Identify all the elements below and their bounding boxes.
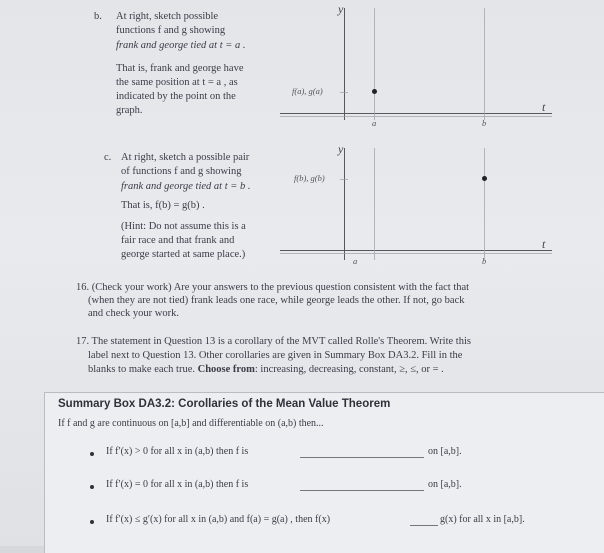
- part-c-line-5: (Hint: Do not assume this is a: [121, 221, 246, 232]
- graph-b-y-tick-label: f(a), g(a): [292, 86, 323, 96]
- q17-line-3-prefix: blanks to make each true.: [88, 364, 195, 375]
- summary-item-1-left: If f′(x) > 0 for all x in (a,b) then f is: [106, 446, 249, 457]
- part-b-line-7: graph.: [116, 105, 143, 116]
- summary-bullet-2: [90, 485, 94, 489]
- graph-b-y-tick: [340, 92, 348, 93]
- part-c-line-1: At right, sketch a possible pair: [121, 152, 250, 163]
- q17-choose-from: Choose from: [197, 364, 255, 375]
- part-b-line-3: frank and george tied at t = a .: [116, 40, 246, 51]
- part-c-line-7: george started at same place.): [121, 249, 246, 260]
- summary-bullet-1: [90, 452, 94, 456]
- part-b-line-2: functions f and g showing: [116, 25, 226, 36]
- summary-title: Summary Box DA3.2: Corollaries of the Mean Value Theorem: [58, 398, 391, 410]
- summary-item-1-right: on [a,b].: [428, 446, 462, 457]
- graph-c-x-axis: [280, 250, 552, 251]
- graph-c-gridline-a: [374, 148, 375, 260]
- graph-c-y-tick: [340, 179, 348, 180]
- summary-box: [44, 392, 604, 553]
- graph-b-point: [372, 89, 377, 94]
- summary-item-3-blank[interactable]: [410, 525, 438, 526]
- part-b-line-4: That is, frank and george have: [116, 63, 244, 74]
- graph-b-gridline-b: [484, 8, 485, 120]
- graph-c-y-axis-label: y: [338, 142, 344, 156]
- graph-c-point: [482, 176, 487, 181]
- summary-intro: If f and g are continuous on [a,b] and differentiable on (a,b) then...: [58, 418, 324, 429]
- q16-line-3: and check your work.: [88, 308, 179, 319]
- q17-line-1: 17. The statement in Question 13 is a corollary of the MVT called Rolle's Theorem. Write this: [76, 336, 471, 347]
- summary-item-3-right: g(x) for all x in [a,b].: [440, 514, 525, 525]
- graph-b-x-tick-b: b: [482, 118, 487, 128]
- graph-c-y-axis: [344, 148, 345, 260]
- graph-c-baseline: [280, 253, 552, 254]
- summary-item-3-left: If f′(x) ≤ g′(x) for all x in (a,b) and f(a) = g(a) , then f(x): [106, 514, 331, 525]
- part-b-label: b.: [94, 11, 102, 22]
- graph-b-x-axis: [280, 113, 552, 114]
- graph-c-y-tick-label: f(b), g(b): [294, 173, 325, 183]
- summary-item-1-blank[interactable]: [300, 457, 424, 458]
- summary-bullet-3: [90, 520, 94, 524]
- graph-c-x-tick-b: b: [482, 256, 487, 266]
- graph-b-y-axis: [344, 8, 345, 120]
- graph-c-gridline-b: [484, 148, 485, 260]
- graph-b[interactable]: [280, 0, 600, 130]
- graph-c[interactable]: [280, 138, 600, 268]
- graph-b-y-axis-label: y: [338, 2, 344, 16]
- graph-b-gridline-a: [374, 8, 375, 120]
- summary-item-2-right: on [a,b].: [428, 479, 462, 490]
- part-c-label: c.: [104, 152, 112, 163]
- graph-b-baseline: [280, 116, 552, 117]
- q17-line-3-options: : increasing, decreasing, constant, ≥, ≤, or = .: [254, 364, 444, 375]
- graph-b-x-axis-label: t: [542, 100, 546, 114]
- q16-line-1: 16. (Check your work) Are your answers to the previous question consistent with the fact that: [76, 282, 470, 293]
- q17-line-3: [88, 364, 444, 377]
- graph-c-x-axis-label: t: [542, 237, 546, 251]
- graph-b-x-tick-a: a: [372, 118, 377, 128]
- part-b-line-5: the same position at t = a , as: [116, 77, 238, 88]
- graph-c-x-tick-a: a: [353, 256, 358, 266]
- summary-item-2-left: If f′(x) = 0 for all x in (a,b) then f is: [106, 479, 249, 490]
- part-c-line-3: frank and george tied at t = b .: [121, 181, 251, 192]
- part-b-line-6: indicated by the point on the: [116, 91, 236, 102]
- part-c-line-6: fair race and that frank and: [121, 235, 235, 246]
- q16-line-2: (when they are not tied) frank leads one race, while george leads the other. If not, go back: [88, 295, 465, 306]
- part-c-line-2: of functions f and g showing: [121, 166, 242, 177]
- part-b-line-1: At right, sketch possible: [116, 11, 219, 22]
- part-c-line-4: That is, f(b) = g(b) .: [121, 200, 205, 211]
- summary-item-2-blank[interactable]: [300, 490, 424, 491]
- q17-line-2: label next to Question 13. Other corollaries are given in Summary Box DA3.2. Fill in the: [88, 350, 463, 361]
